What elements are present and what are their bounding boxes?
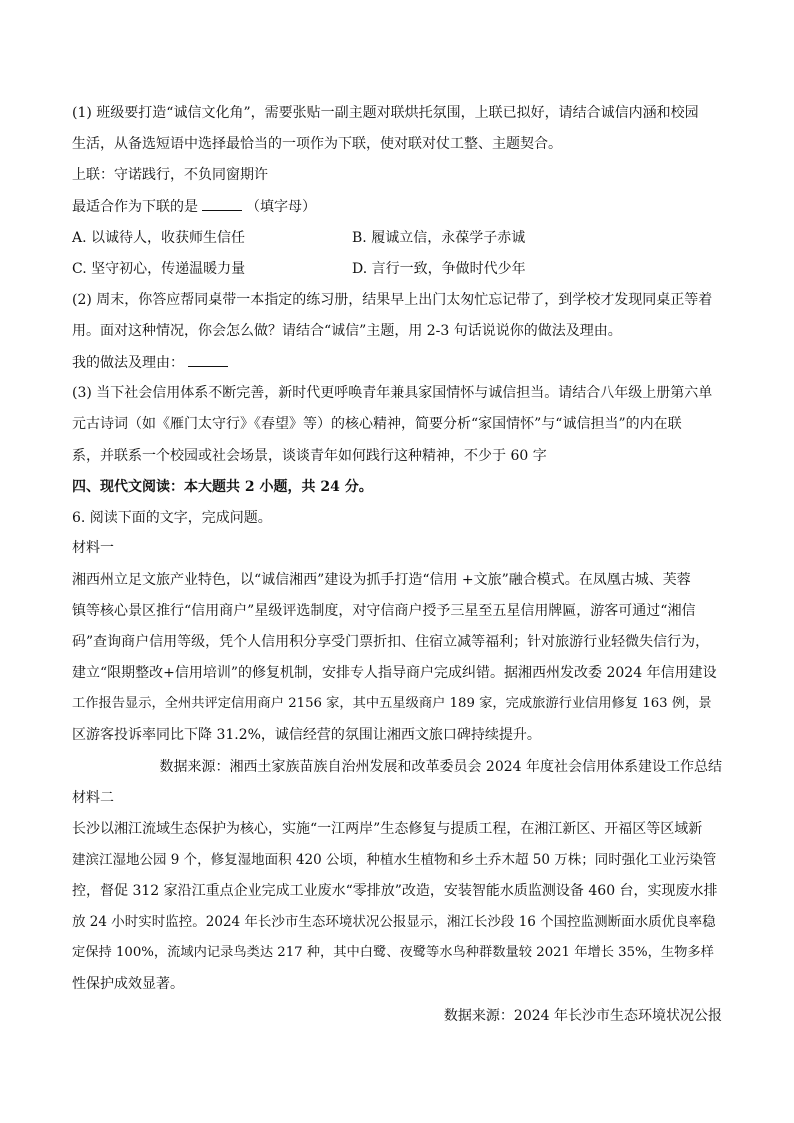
q3-line-1: (3) 当下社会信用体系不断完善，新时代更呼唤青年兼具家国情怀与诚信担当。请结合八年级上册第六单	[72, 385, 713, 401]
q3-line-2: 元古诗词（如《雁门太守行》《春望》等）的核心精神，简要分析“家国情怀”与“诚信担当”的内在联	[72, 416, 682, 432]
material-1-title: 材料一	[72, 540, 114, 556]
q1-upper-couplet: 上联：守诺践行，不负同窗期许	[72, 167, 268, 183]
q2-answer-line	[72, 352, 232, 373]
material-2-line: 建滨江湿地公园 9 个，修复湿地面积 420 公顷，种植水生植物和乡土乔木超 50 万株；同时强化工业污染管	[72, 852, 717, 868]
material-1-line: 工作报告显示，全州共评定信用商户 2156 家，其中五星级商户 189 家，完成旅游行业信用修复 163 例，景	[72, 696, 712, 711]
q1-option-d: D. 言行一致，争做时代少年	[352, 261, 526, 277]
material-2-line: 定保持 100%，流域内记录鸟类达 217 种，其中白鹭、夜鹭等水鸟种群数量较 2021 年增长 35%，生物多样	[72, 945, 714, 960]
q2-line-1: (2) 周末，你答应帮同桌带一本指定的练习册，结果早上出门太匆忙忘记带了，到学校才发现同桌正等着	[72, 292, 713, 308]
material-1-line: 区游客投诉率同比下降 31.2%，诚信经营的氛围让湘西文旅口碑持续提升。	[72, 727, 541, 743]
q2-line-2: 用。面对这种情况，你会怎么做？请结合“诚信”主题，用 2-3 句话说说你的做法及理由。	[72, 323, 622, 339]
material-1-line: 码”查询商户信用等级，凭个人信用积分享受门票折扣、住宿立减等福利；针对旅游行业轻微失信行为，	[72, 634, 710, 650]
material-1-line: 湘西州立足文旅产业特色，以“诚信湘西”建设为抓手打造“信用 +文旅”融合模式。在凤凰古城、芙蓉	[72, 572, 691, 588]
q1-answer-prefix: 最适合作为下联的是	[72, 199, 198, 215]
q1-line-2: 生活，从备选短语中选择最恰当的一项作为下联，使对联对仗工整、主题契合。	[72, 136, 562, 152]
question-6-prompt: 6. 阅读下面的文字，完成问题。	[72, 510, 272, 526]
q1-line-1: (1) 班级要打造“诚信文化角”，需要张贴一副主题对联烘托氛围，上联已拟好，请结合诚信内涵和校园	[72, 105, 699, 121]
section-heading: 四、现代文阅读：本大题共 2 小题，共 24 分。	[72, 479, 373, 495]
q1-answer-blank[interactable]	[202, 196, 242, 211]
material-2-line: 放 24 小时实时监控。2024 年长沙市生态环境状况公报显示，湘江长沙段 16 个国控监测断面水质优良率稳	[72, 914, 716, 930]
q1-answer-suffix: （填字母）	[246, 199, 316, 215]
material-2-line: 性保护成效显著。	[72, 976, 184, 992]
q1-option-c: C. 坚守初心，传递温暖力量	[72, 261, 246, 277]
q1-option-b: B. 履诚立信，永葆学子赤诚	[352, 230, 526, 246]
material-1-source: 数据来源：湘西土家族苗族自治州发展和改革委员会 2024 年度社会信用体系建设工作总结	[159, 759, 722, 775]
material-2-line: 长沙以湘江流域生态保护为核心，实施“一江两岸”生态修复与提质工程，在湘江新区、开福区等区域新	[72, 821, 703, 837]
q1-option-a: A. 以诚待人，收获师生信任	[72, 230, 246, 246]
q2-answer-blank[interactable]	[188, 352, 228, 367]
q2-answer-prefix: 我的做法及理由：	[72, 355, 184, 371]
q3-line-3: 系，并联系一个校园或社会场景，谈谈青年如何践行这种精神，不少于 60 字	[72, 448, 547, 464]
material-1-line: 建立“限期整改+信用培训”的修复机制，安排专人指导商户完成纠错。据湘西州发改委 2024 年信用建设	[72, 665, 717, 681]
material-1-line: 镇等核心景区推行“信用商户”星级评选制度，对守信商户授予三星至五星信用牌匾，游客可通过“湘信	[72, 603, 696, 619]
material-2-title: 材料二	[72, 790, 114, 806]
q1-answer-line	[72, 196, 316, 217]
material-2-source: 数据来源：2024 年长沙市生态环境状况公报	[443, 1008, 722, 1024]
material-2-line: 控，督促 312 家沿江重点企业完成工业废水“零排放”改造，安装智能水质监测设备 460 台，实现废水排	[72, 883, 718, 899]
